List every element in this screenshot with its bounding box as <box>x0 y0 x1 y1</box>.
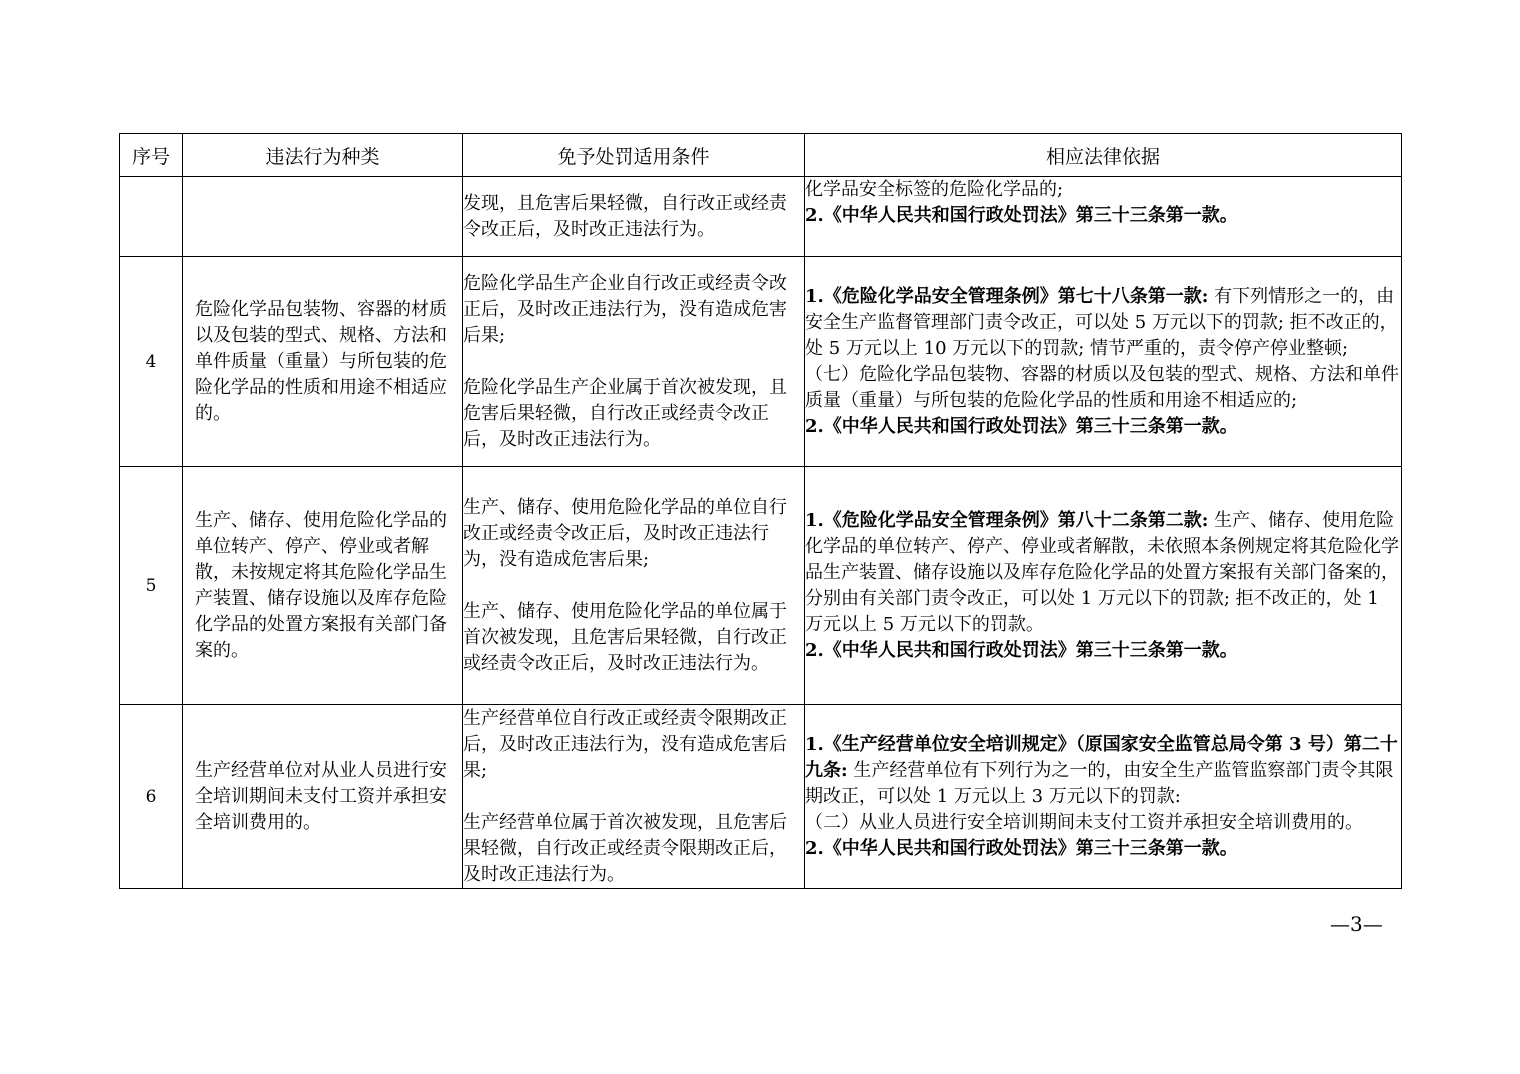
violation-category: 生产经营单位对从业人员进行安全培训期间未支付工资并承担安全培训费用的。 <box>183 705 463 889</box>
condition-item: 危险化学品生产企业自行改正或经责令改正后，及时改正违法行为，没有造成危害后果; <box>463 272 787 346</box>
row-number <box>120 177 183 257</box>
exemption-conditions <box>463 705 805 889</box>
penalty-exemption-table <box>119 133 1402 889</box>
table-row <box>120 177 1402 257</box>
violation-category: 危险化学品包装物、容器的材质以及包装的型式、规格、方法和单件质量（重量）与所包装的危险化学品的性质和用途不相适应的。 <box>183 257 463 467</box>
legal-basis <box>805 177 1402 257</box>
table-header-row <box>120 134 1402 177</box>
condition-item: 生产、储存、使用危险化学品的单位属于首次被发现，且危害后果轻微，自行改正或经责令改正后，及时改正违法行为。 <box>463 600 787 674</box>
page-number: —3— <box>1330 912 1383 936</box>
table-row <box>120 467 1402 705</box>
header-conditions: 免予处罚适用条件 <box>463 134 805 177</box>
condition-item: 生产、储存、使用危险化学品的单位自行改正或经责令改正后，及时改正违法行为，没有造成危害后果; <box>463 496 787 570</box>
basis-item: 1.《危险化学品安全管理条例》第八十二条第二款: 生产、储存、使用危险化学品的单位转产、停产、停业或者解散，未依照本条例规定将其危险化学品生产装置、储存设施以及库存危险化学品的处置方案报有关部门备案的，分别由有关部门责令改正，可以处 1 万元以下的罚款; 拒不改正的，处 1 万元以上 5 万元以下的罚款。 <box>805 509 1399 635</box>
basis-item: 1.《生产经营单位安全培训规定》（原国家安全监管总局令第 3 号）第二十九条: 生产经营单位有下列行为之一的，由安全生产监管监察部门责令其限期改正，可以处 1 万元以上 3 万元以下的罚款: <box>805 733 1398 807</box>
row-number: 5 <box>120 467 183 705</box>
table-row <box>120 705 1402 889</box>
violation-category: 生产、储存、使用危险化学品的单位转产、停产、停业或者解散，未按规定将其危险化学品生产装置、储存设施以及库存危险化学品的处置方案报有关部门备案的。 <box>183 467 463 705</box>
legal-basis <box>805 705 1402 889</box>
condition-item: 发现，且危害后果轻微，自行改正或经责令改正后，及时改正违法行为。 <box>463 192 787 240</box>
header-num: 序号 <box>120 134 183 177</box>
basis-item: 2.《中华人民共和国行政处罚法》第三十三条第一款。 <box>805 837 1238 859</box>
header-basis: 相应法律依据 <box>805 134 1402 177</box>
basis-item: 2.《中华人民共和国行政处罚法》第三十三条第一款。 <box>805 205 1238 226</box>
basis-item: （七）危险化学品包装物、容器的材质以及包装的型式、规格、方法和单件质量（重量）与所包装的危险化学品的性质和用途不相适应的; <box>805 363 1399 411</box>
exemption-conditions <box>463 467 805 705</box>
legal-basis <box>805 257 1402 467</box>
header-category: 违法行为种类 <box>183 134 463 177</box>
basis-item: 化学品安全标签的危险化学品的; <box>805 179 1064 200</box>
condition-item: 生产经营单位自行改正或经责令限期改正后，及时改正违法行为，没有造成危害后果; <box>463 707 787 781</box>
basis-item: 2.《中华人民共和国行政处罚法》第三十三条第一款。 <box>805 639 1238 661</box>
exemption-conditions <box>463 177 805 257</box>
basis-item: （二）从业人员进行安全培训期间未支付工资并承担安全培训费用的。 <box>805 811 1363 833</box>
table-row <box>120 257 1402 467</box>
legal-basis <box>805 467 1402 705</box>
row-number: 4 <box>120 257 183 467</box>
exemption-conditions <box>463 257 805 467</box>
condition-item: 生产经营单位属于首次被发现，且危害后果轻微，自行改正或经责令限期改正后，及时改正违法行为。 <box>463 811 787 885</box>
basis-item: 1.《危险化学品安全管理条例》第七十八条第一款: 有下列情形之一的，由安全生产监督管理部门责令改正，可以处 5 万元以下的罚款; 拒不改正的，处 5 万元以上 10 万元以下的罚款; 情节严重的，责令停产停业整顿; <box>805 285 1398 359</box>
violation-category <box>183 177 463 257</box>
row-number: 6 <box>120 705 183 889</box>
basis-item: 2.《中华人民共和国行政处罚法》第三十三条第一款。 <box>805 415 1238 437</box>
condition-item: 危险化学品生产企业属于首次被发现，且危害后果轻微，自行改正或经责令改正后，及时改正违法行为。 <box>463 376 787 450</box>
